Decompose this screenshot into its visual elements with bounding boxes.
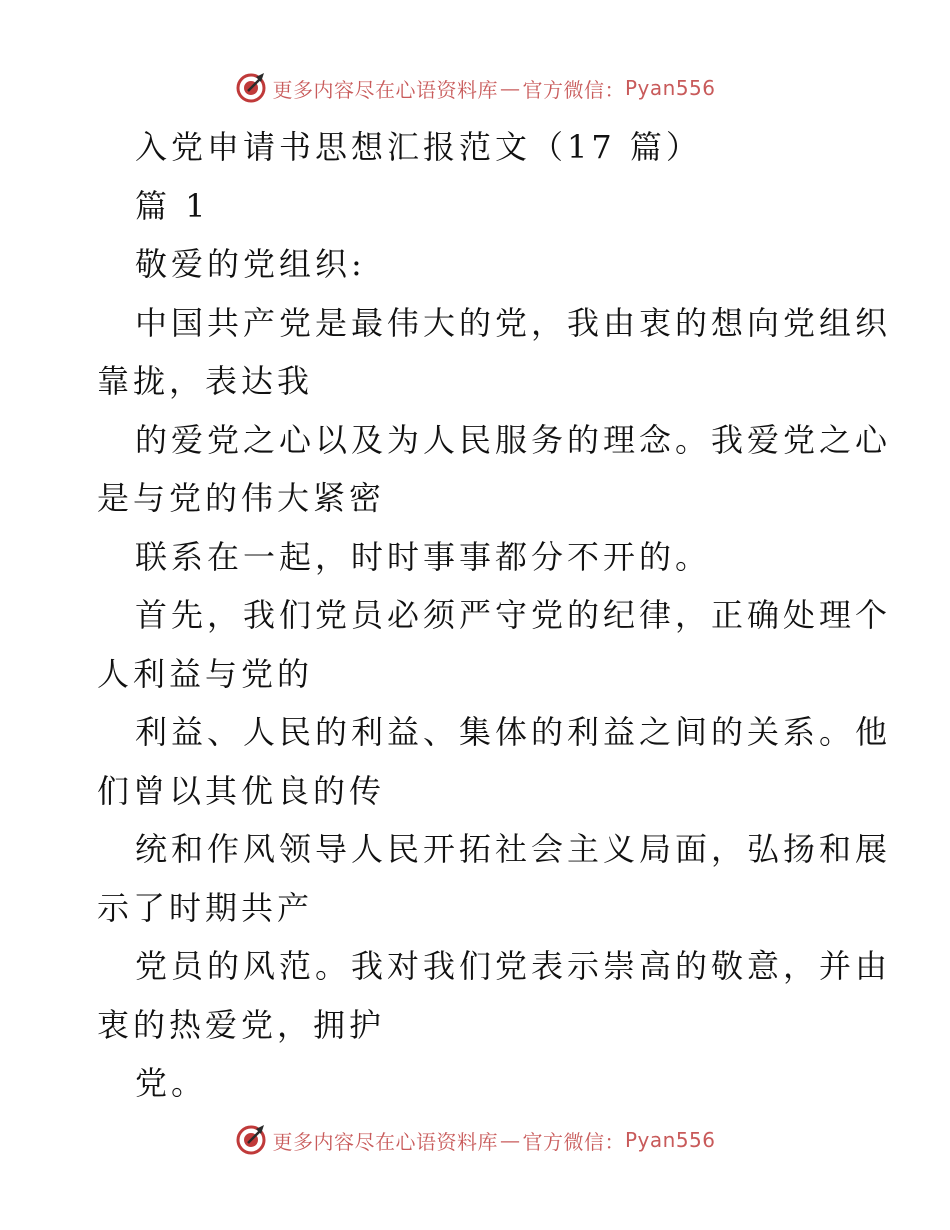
text-line: 利益、人民的利益、集体的利益之间的关系。他 — [135, 713, 892, 751]
text-line: 示了时期共产 — [97, 888, 314, 927]
watermark-site: 更多内容尽在心语资料库 — [272, 77, 498, 102]
text-line: 联系在一起，时时事事都分不开的。 — [135, 537, 712, 576]
text-line: 的爱党之心以及为人民服务的理念。我爱党之心 — [135, 420, 892, 459]
text-line: 是与党的伟大紧密 — [97, 479, 386, 517]
watermark-id: Pyan556 — [624, 1128, 716, 1152]
footer-watermark — [0, 1120, 950, 1160]
text-line: 衷的热爱党，拥护 — [97, 1005, 386, 1044]
text-line: 入党申请书思想汇报范文（17 篇） — [135, 128, 702, 166]
text-line: 们曾以其优良的传 — [97, 771, 386, 810]
text-line: 靠拢，表达我 — [97, 362, 314, 400]
text-line: 中国共产党是最伟大的党，我由衷的想向党组织 — [135, 303, 892, 342]
watermark-id: Pyan556 — [624, 76, 716, 100]
text-line: 统和作风领导人民开拓社会主义局面，弘扬和展 — [135, 830, 892, 868]
document-body — [97, 118, 892, 1113]
header-watermark — [0, 68, 950, 108]
watermark-label: 官方微信： — [522, 77, 625, 102]
text-line: 篇 1 — [135, 186, 210, 225]
pen-logo-icon — [234, 1123, 268, 1157]
watermark-label: 官方微信： — [522, 1129, 625, 1154]
watermark-dash: — — [499, 1128, 521, 1152]
text-line: 党。 — [135, 1064, 208, 1102]
pen-logo-icon — [234, 71, 268, 105]
text-line: 党员的风范。我对我们党表示崇高的敬意，并由 — [135, 947, 892, 985]
watermark-dash: — — [499, 76, 521, 100]
text-line: 首先，我们党员必须严守党的纪律，正确处理个 — [135, 596, 892, 634]
watermark-site: 更多内容尽在心语资料库 — [272, 1129, 498, 1154]
text-line: 人利益与党的 — [97, 654, 314, 693]
text-line: 敬爱的党组织: — [135, 245, 366, 283]
